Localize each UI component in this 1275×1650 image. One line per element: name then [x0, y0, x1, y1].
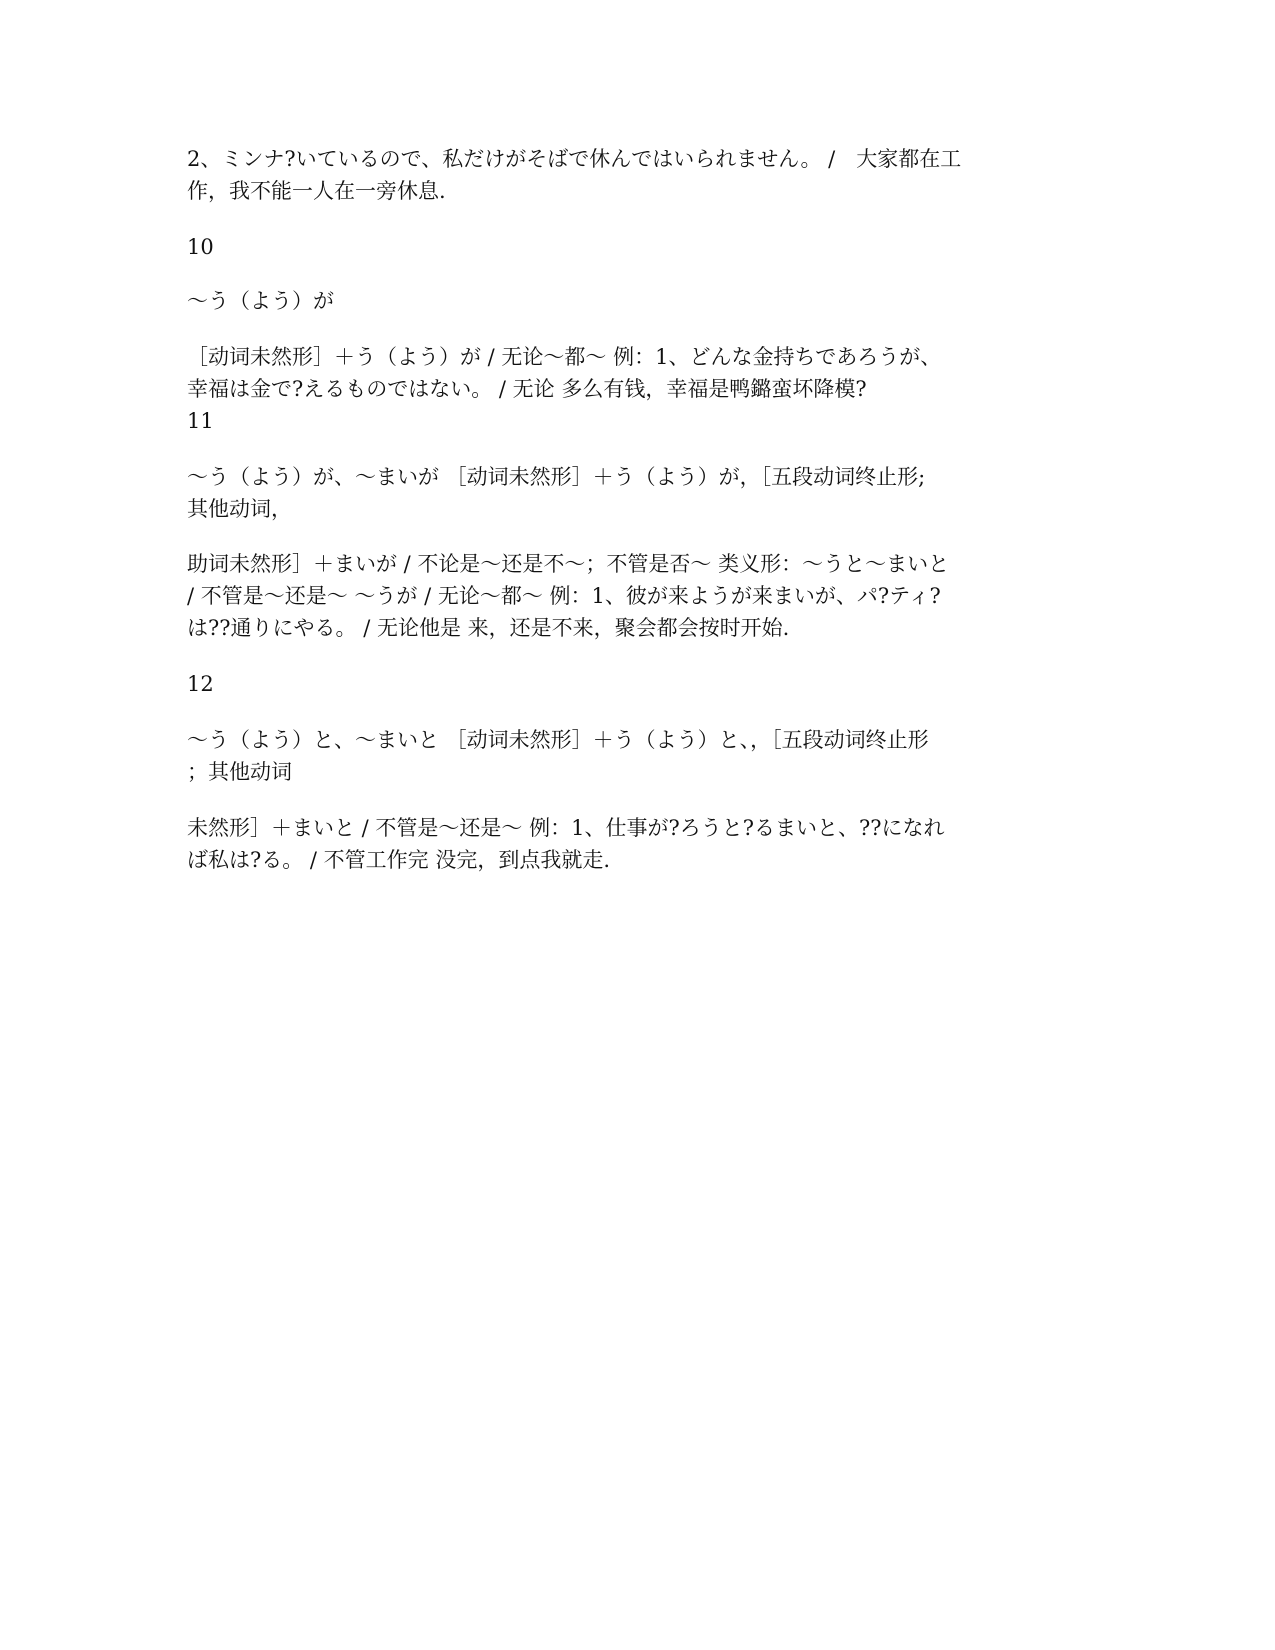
- section-number-11: 11: [187, 409, 214, 433]
- grammar-heading: [187, 285, 1087, 317]
- text-line: 其他动词，: [187, 497, 292, 521]
- text-line: ば私は?る。 / 不管工作完 没完，到点我就走.: [187, 848, 611, 872]
- text-line: ～う（よう）が、～まいが ［动词未然形］＋う（よう）が，［五段动词终止形;: [187, 465, 926, 489]
- paragraph-example-2: [187, 143, 1087, 207]
- text-line: / 不管是～还是～ ～うが / 无论～都～ 例：1、彼が来ようが来まいが、パ?ティ?: [187, 584, 941, 608]
- text-line: は??通りにやる。 / 无论他是 来，还是不来，聚会都会按时开始.: [187, 616, 790, 640]
- paragraph-grammar-explanation: [187, 548, 1087, 644]
- text-line: ［动词未然形］＋う（よう）が / 无论～都～ 例：1、どんな金持ちであろうが、: [187, 345, 942, 369]
- text-line: 作，我不能一人在一旁休息.: [187, 179, 446, 203]
- section-number-10: [187, 231, 1087, 263]
- paragraph-grammar-explanation: [187, 812, 1087, 876]
- text-line: ～う（よう）が: [187, 289, 334, 313]
- text-line: 未然形］＋まいと / 不管是～还是～ 例：1、仕事が?ろうと?るまいと、??になれ: [187, 816, 945, 840]
- text-line: 2、ミンナ?いているので、私だけがそばで休んではいられません。 / 大家都在工: [187, 147, 962, 171]
- text-line: 幸福は金で?えるものではない。 / 无论 多么有钱，幸福是鸭鏴蛮坏降模?: [187, 377, 867, 401]
- paragraph-grammar-explanation: [187, 724, 1087, 788]
- text-line: 10: [187, 235, 214, 259]
- text-line: 助词未然形］＋まいが / 不论是～还是不～；不管是否～ 类义形：～うと～まいと: [187, 552, 950, 576]
- text-line: ～う（よう）と、～まいと ［动词未然形］＋う（よう）と、，［五段动词终止形: [187, 728, 929, 752]
- paragraph-grammar-explanation: [187, 341, 1087, 437]
- text-line: ；其他动词: [187, 760, 292, 784]
- text-line: 12: [187, 672, 214, 696]
- section-number-12: [187, 668, 1087, 700]
- paragraph-grammar-explanation: [187, 461, 1087, 525]
